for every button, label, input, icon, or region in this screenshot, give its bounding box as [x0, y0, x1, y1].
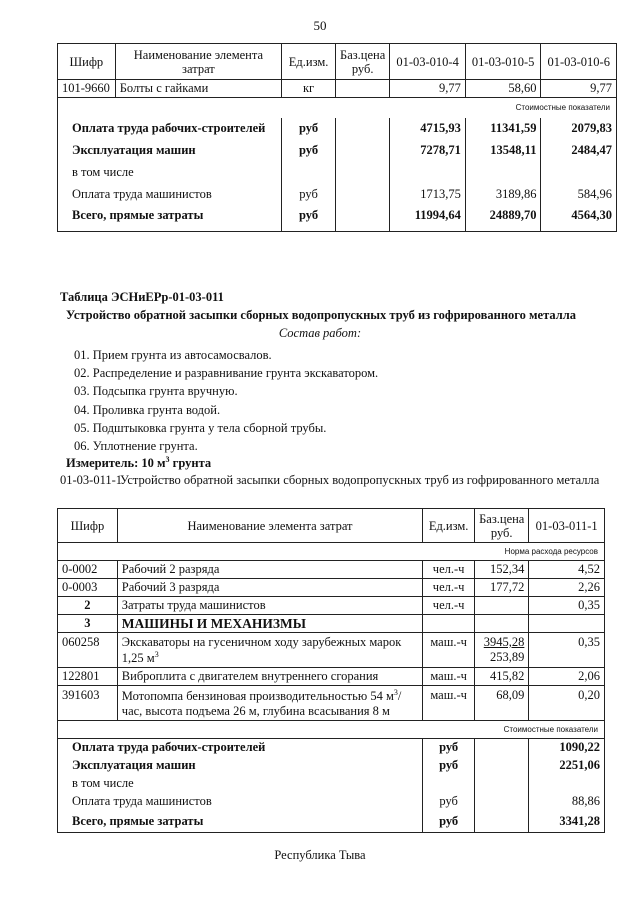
summary-unit: руб: [423, 793, 475, 811]
summary-name: Эксплуатация машин: [58, 140, 282, 162]
header-name: Наименование элемента затрат: [117, 509, 422, 543]
row-price: 152,34: [475, 561, 529, 579]
header-name: Наименование элемента затрат: [115, 44, 281, 80]
cost-label-row: [58, 98, 617, 118]
summary-name: Эксплуатация машин: [58, 757, 423, 775]
summary-name: Оплата труда рабочих-строителей: [58, 739, 423, 757]
table-row: [58, 686, 605, 721]
summary-name: в том числе: [58, 775, 423, 793]
row-unit: чел.-ч: [423, 597, 475, 615]
summary-value-3: 584,96: [541, 184, 617, 206]
row-code: 0-0003: [58, 579, 118, 597]
header-col-3: 01-03-010-6: [541, 44, 617, 80]
table-row: [58, 579, 605, 597]
summary-unit: руб: [282, 184, 336, 206]
list-item: 01. Прием грунта из автосамосвалов.: [74, 348, 272, 362]
summary-value-3: 2484,47: [541, 140, 617, 162]
summary-value: 1090,22: [529, 739, 605, 757]
summary-unit: руб: [423, 811, 475, 833]
norm-label: Норма расхода ресурсов: [58, 543, 605, 561]
table-row: [58, 80, 617, 98]
summary-row: [58, 775, 605, 793]
summary-row: [58, 162, 617, 184]
resources-table-01-03-011: [57, 508, 605, 833]
row-unit: чел.-ч: [423, 579, 475, 597]
row-name: Рабочий 2 разряда: [117, 561, 422, 579]
table-subtitle: Устройство обратной засыпки сборных водопропускных труб из гофрированного металла: [66, 308, 577, 322]
table-row: [58, 561, 605, 579]
works-list: [74, 346, 378, 455]
row-code: 122801: [58, 668, 118, 686]
header-code: Шифр: [58, 509, 118, 543]
summary-unit: руб: [282, 118, 336, 140]
row-code: 2: [58, 597, 118, 615]
row-unit: маш.-ч: [423, 686, 475, 721]
item-text: Устройство обратной засыпки сборных водопропускных труб из гофрированного металла: [120, 473, 600, 487]
summary-value-2: 11341,59: [465, 118, 541, 140]
row-unit: маш.-ч: [423, 633, 475, 668]
table-row: [58, 633, 605, 668]
summary-name: в том числе: [58, 162, 282, 184]
header-code: Шифр: [58, 44, 116, 80]
summary-unit: руб: [423, 739, 475, 757]
summary-value-3: 2079,83: [541, 118, 617, 140]
table-title: Таблица ЭСНиЕРр-01-03-011: [60, 290, 224, 304]
summary-unit: руб: [282, 140, 336, 162]
summary-row: [58, 793, 605, 811]
summary-row: [58, 206, 617, 232]
row-value-3: 9,77: [541, 80, 617, 98]
row-name: Мотопомпа бензиновая производительностью 54 $м^3$/час, высота подъема 26 м, глубина всасывания 8 м: [117, 686, 422, 721]
row-value: 2,06: [529, 668, 605, 686]
list-item: 05. Подштыковка грунта у тела сборной трубы.: [74, 420, 327, 435]
summary-value: 3341,28: [529, 811, 605, 833]
table-row: [58, 597, 605, 615]
row-value-1: 9,77: [390, 80, 466, 98]
summary-name: Всего, прямые затраты: [58, 206, 282, 232]
list-item: 06. Уплотнение грунта.: [74, 439, 198, 454]
header-unit: Ед.изм.: [282, 44, 336, 80]
summary-value-2: 24889,70: [465, 206, 541, 232]
cost-indicators-label: Стоимостные показатели: [58, 721, 605, 739]
meter-suffix: грунта: [169, 456, 212, 471]
summary-row: [58, 140, 617, 162]
summary-unit: руб: [423, 757, 475, 775]
section-name: МАШИНЫ И МЕХАНИЗМЫ: [117, 615, 422, 633]
row-price: 3945,28 253,89: [475, 633, 529, 668]
cost-indicators-label: Стоимостные показатели: [58, 98, 617, 118]
summary-name: Всего, прямые затраты: [58, 811, 423, 833]
meter-sup: 3: [165, 455, 170, 464]
footer-region: Республика Тыва: [274, 848, 366, 862]
table-header-row: [58, 44, 617, 80]
row-name: Экскаваторы на гусеничном ходу зарубежных марок 1,25 $м^3$: [117, 633, 422, 668]
summary-row: [58, 739, 605, 757]
header-unit: Ед.изм.: [423, 509, 475, 543]
header-col-2: 01-03-010-5: [465, 44, 541, 80]
row-price: 68,09: [475, 686, 529, 721]
summary-row: [58, 184, 617, 206]
meter-prefix: Измеритель: 10 м: [66, 456, 166, 471]
summary-value-3: 4564,30: [541, 206, 617, 232]
row-unit: маш.-ч: [423, 668, 475, 686]
summary-value-2: 13548,11: [465, 140, 541, 162]
summary-value: 2251,06: [529, 757, 605, 775]
summary-name: Оплата труда рабочих-строителей: [58, 118, 282, 140]
composition-heading: Состав работ:: [278, 326, 362, 340]
row-value: 4,52: [529, 561, 605, 579]
row-value: 0,35: [529, 597, 605, 615]
row-value-2: 58,60: [465, 80, 541, 98]
row-unit: кг: [282, 80, 336, 98]
summary-value-1: 1713,75: [390, 184, 466, 206]
row-code: 101-9660: [58, 80, 116, 98]
list-item: 02. Распределение и разравнивание грунта экскаватором.: [74, 366, 379, 381]
row-price: 177,72: [475, 579, 529, 597]
header-price: Баз.цена руб.: [336, 44, 390, 80]
summary-value: 88,86: [529, 793, 605, 811]
row-value: 2,26: [529, 579, 605, 597]
row-unit: чел.-ч: [423, 561, 475, 579]
summary-row: [58, 118, 617, 140]
row-price: [336, 80, 390, 98]
summary-unit: руб: [282, 206, 336, 232]
item-code: 01-03-011-1: [60, 473, 123, 487]
cost-label-row: [58, 721, 605, 739]
summary-value-2: 3189,86: [465, 184, 541, 206]
header-col-1: 01-03-010-4: [390, 44, 466, 80]
header-price: Баз.цена руб.: [475, 509, 529, 543]
summary-value-1: 4715,93: [390, 118, 466, 140]
row-code: 060258: [58, 633, 118, 668]
section-code: 3: [58, 615, 118, 633]
list-item: 03. Подсыпка грунта вручную.: [74, 384, 238, 399]
meter-line: [66, 455, 211, 471]
resources-table-01-03-010: [57, 43, 617, 232]
row-price: [475, 597, 529, 615]
summary-value-1: 11994,64: [390, 206, 466, 232]
row-code: 0-0002: [58, 561, 118, 579]
list-item: 04. Проливка грунта водой.: [74, 402, 221, 417]
row-name: Рабочий 3 разряда: [117, 579, 422, 597]
row-value: 0,20: [529, 686, 605, 721]
norm-label-row: [58, 543, 605, 561]
table-row: [58, 668, 605, 686]
row-name: Затраты труда машинистов: [117, 597, 422, 615]
header-col-1: 01-03-011-1: [529, 509, 605, 543]
row-name: Виброплита с двигателем внутреннего сгорания: [117, 668, 422, 686]
page-number: 50: [313, 18, 327, 33]
summary-row: [58, 757, 605, 775]
row-code: 391603: [58, 686, 118, 721]
row-value: 0,35: [529, 633, 605, 668]
row-price: 415,82: [475, 668, 529, 686]
summary-row: [58, 811, 605, 833]
section-header-row: [58, 615, 605, 633]
summary-value-1: 7278,71: [390, 140, 466, 162]
summary-name: Оплата труда машинистов: [58, 184, 282, 206]
table-header-row: [58, 509, 605, 543]
summary-name: Оплата труда машинистов: [58, 793, 423, 811]
row-name: Болты с гайками: [115, 80, 281, 98]
